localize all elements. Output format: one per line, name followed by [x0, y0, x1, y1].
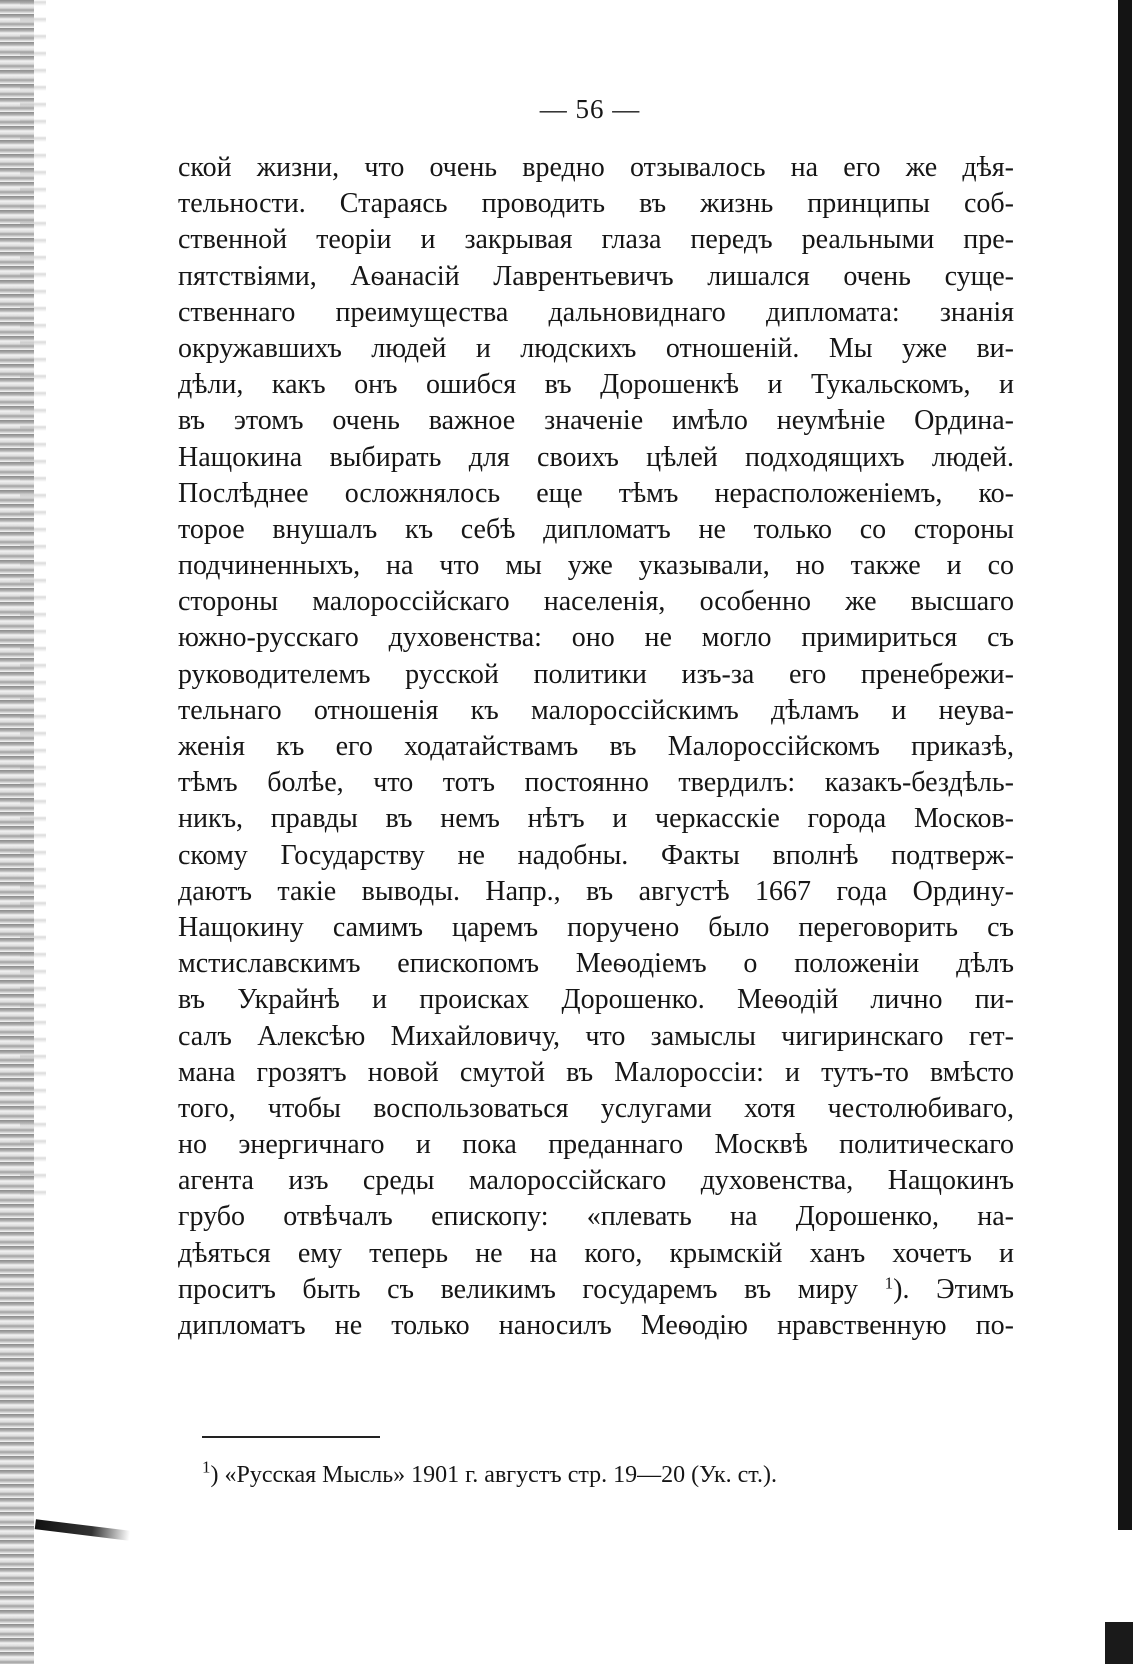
- text-line: въ этомъ очень важное значеніе имѣло неумѣніе Ордина-: [178, 405, 1014, 437]
- footnote-reference[interactable]: 1: [884, 1273, 894, 1293]
- text-line: женія къ его ходатайствамъ въ Малороссійскомъ приказѣ,: [178, 731, 1014, 762]
- text-line: дипломатъ не только наносилъ Меѳодію нравственную по-: [178, 1310, 1014, 1341]
- text-line: подчиненныхъ, на что мы уже указывали, но также и со: [178, 550, 1014, 582]
- text-line: дѣяться ему теперь не на кого, крымскій ханъ хочетъ и: [178, 1237, 1014, 1269]
- scan-smudge-bottom-right: [1105, 1622, 1133, 1664]
- text-line-with-footnote-ref: [178, 1272, 1014, 1308]
- text-line: руководителемъ русской политики изъ-за его пренебрежи-: [178, 658, 1014, 690]
- footnote: [202, 1457, 962, 1489]
- text-line: окружавшихъ людей и людскихъ отношеній. Мы уже ви-: [178, 332, 1014, 364]
- text-line-fragment: ). Этимъ: [893, 1273, 1015, 1305]
- text-line: Послѣднее осложнялось еще тѣмъ нерасположеніемъ, ко-: [178, 477, 1014, 509]
- text-line: даютъ такіе выводы. Напр., въ августѣ 1667 года Ордину-: [178, 875, 1014, 907]
- text-line: тѣмъ болѣе, что тотъ постоянно твердилъ: казакъ-бездѣль-: [178, 767, 1014, 799]
- scan-edge-noise: [20, 0, 46, 1200]
- text-line: пятствіями, Аѳанасій Лаврентьевичъ лишался очень суще-: [178, 260, 1014, 292]
- text-line: въ Украйнѣ и происках Дорошенко. Меѳодій лично пи-: [178, 984, 1014, 1016]
- text-line: мана грозятъ новой смутой въ Малороссіи: и тутъ-то вмѣсто: [178, 1056, 1014, 1088]
- text-line: ственной теоріи и закрывая глаза передъ реальными пре-: [178, 224, 1014, 256]
- text-line: южно-русскаго духовенства: оно не могло примириться съ: [178, 622, 1014, 654]
- text-line: агента изъ среды малороссійскаго духовенства, Нащокинъ: [178, 1165, 1014, 1197]
- footnote-marker: 1: [202, 1457, 211, 1477]
- text-line: ской жизни, что очень вредно отзывалось на его же дѣя-: [178, 152, 1014, 183]
- text-line: тельнаго отношенія къ малороссійскимъ дѣламъ и неува-: [178, 694, 1014, 726]
- text-line: грубо отвѣчалъ епископу: «плевать на Дорошенко, на-: [178, 1201, 1014, 1233]
- text-line-fragment: проситъ быть съ великимъ государемъ въ миру: [178, 1273, 859, 1305]
- text-line: Нащокина выбирать для своихъ цѣлей подходящихъ людей.: [178, 441, 1014, 473]
- text-line: торое внушалъ къ себѣ дипломатъ не только со стороны: [178, 513, 1014, 545]
- text-line: тельности. Стараясь проводить въ жизнь принципы соб-: [178, 188, 1014, 220]
- page-number: — 56 —: [539, 94, 641, 124]
- scan-smudge-bottom-left: [35, 1519, 131, 1541]
- text-line: но энергичнаго и пока преданнаго Москвѣ политическаго: [178, 1129, 1014, 1161]
- footnote-text: ) «Русская Мысль» 1901 г. августъ стр. 19—20 (Ук. ст.).: [210, 1462, 777, 1488]
- text-line: стороны малороссійскаго населенія, особенно же высшаго: [178, 586, 1014, 618]
- text-line: никъ, правды въ немъ нѣтъ и черкасскіе города Москов-: [178, 803, 1014, 835]
- text-line: салъ Алексѣю Михайловичу, что замыслы чигиринскаго гет-: [178, 1020, 1014, 1052]
- text-line: скому Государству не надобны. Факты вполнѣ подтверж-: [178, 839, 1014, 871]
- text-line: того, чтобы воспользоваться услугами хотя честолюбиваго,: [178, 1092, 1014, 1124]
- footnote-divider: [202, 1436, 380, 1438]
- scan-edge-right: [1118, 0, 1132, 1530]
- text-line: мстиславскимъ епископомъ Меѳодіемъ о положеніи дѣлъ: [178, 948, 1014, 980]
- body-text: [178, 150, 1014, 1344]
- text-line: Нащокину самимъ царемъ поручено было переговорить съ: [178, 911, 1014, 943]
- text-line: ственнаго преимущества дальновиднаго дипломата: знанія: [178, 296, 1014, 328]
- text-line: дѣли, какъ онъ ошибся въ Дорошенкѣ и Тукальскомъ, и: [178, 369, 1014, 401]
